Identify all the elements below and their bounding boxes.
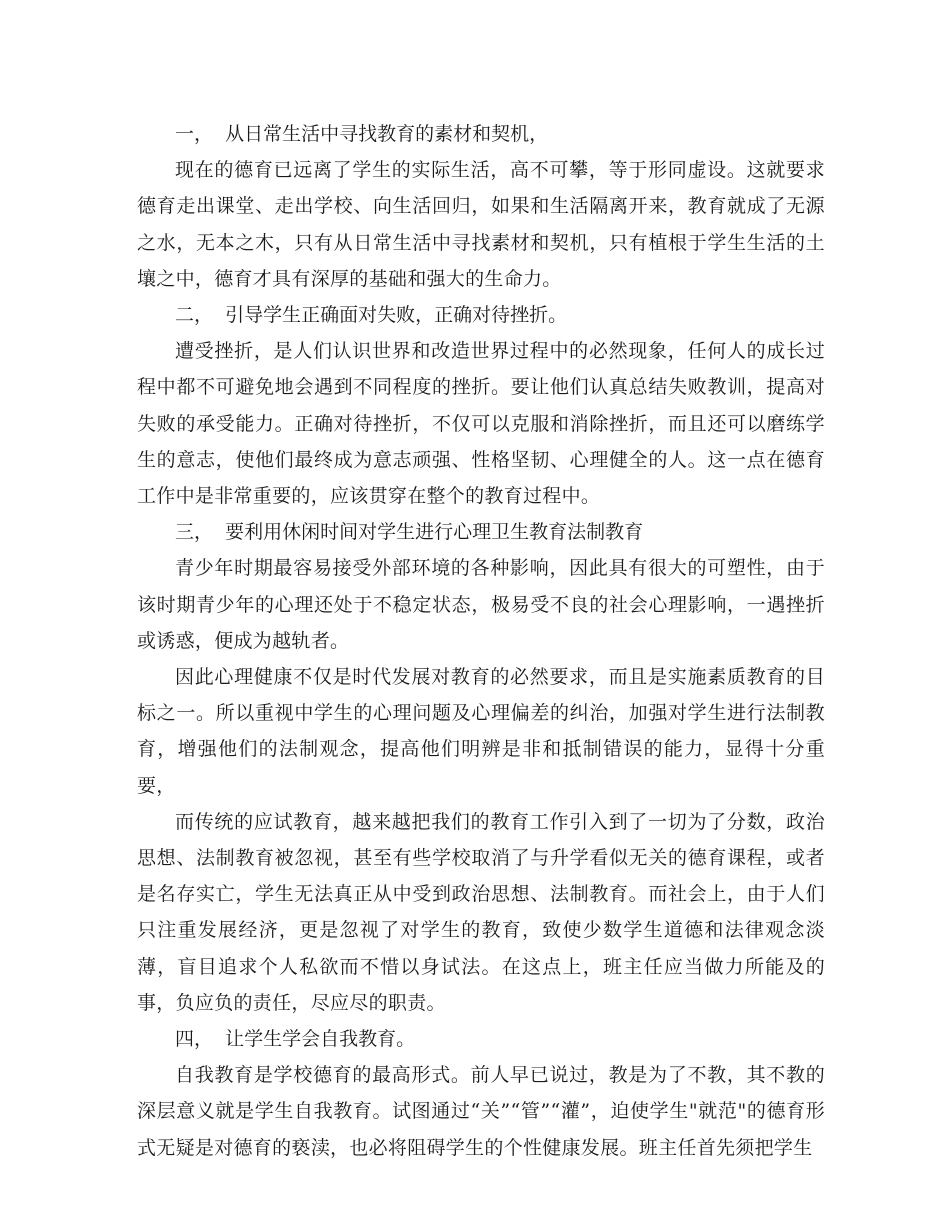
section-heading-3: 三， 要利用休闲时间对学生进行心理卫生教育法制教育 [175,521,644,544]
paragraph: 现在的德育已远离了学生的实际生活，高不可攀，等于形同虚设。这就要求德育走出课堂、走出学校、向生活回归，如果和生活隔离开来，教育就成了无源之水，无本之木，只有从日常生活中寻找素材和契机，只有植根于学生生活的土壤之中，德育才具有深厚的基础和强大的生命力。 [137,159,825,290]
document-body [137,116,825,1166]
paragraph: 遭受挫折，是人们认识世界和改造世界过程中的必然现象，任何人的成长过程中都不可避免地会遇到不同程度的挫折。要让他们认真总结失败教训，提高对失败的承受能力。正确对待挫折，不仅可以克服和消除挫折，而且还可以磨练学生的意志，使他们最终成为意志顽强、性格坚韧、心理健全的人。这一点在德育工作中是非常重要的，应该贯穿在整个的教育过程中。 [137,340,825,508]
section-heading-1: 一， 从日常生活中寻找教育的素材和契机， [175,123,549,145]
paragraph: 自我教育是学校德育的最高形式。前人早已说过，教是为了不教，其不教的深层意义就是学生自我教育。试图通过“关”“管”“灌”，迫使学生"就范"的德育形式无疑是对德育的亵渎，也必将阻碍学生的个性健康发展。班主任首先须把学生 [137,1064,825,1159]
paragraph: 青少年时期最容易接受外部环境的各种影响，因此具有很大的可塑性，由于该时期青少年的心理还处于不稳定状态，极易受不良的社会心理影响，一遇挫折或诱惑，便成为越轨者。 [137,557,825,652]
section-heading-2: 二， 引导学生正确面对失败，正确对待挫折。 [175,304,568,327]
section-heading-4: 四， 让学生学会自我教育。 [175,1028,416,1051]
paragraph: 而传统的应试教育，越来越把我们的教育工作引入到了一切为了分数，政治思想、法制教育被忽视，甚至有些学校取消了与升学看似无关的德育课程，或者是名存实亡，学生无法真正从中受到政治思想、法制教育。而社会上，由于人们只注重发展经济，更是忽视了对学生的教育，致使少数学生道德和法律观念淡薄，盲目追求个人私欲而不惜以身试法。在这点上，班主任应当做力所能及的事，负应负的责任，尽应尽的职责。 [137,810,825,1014]
paragraph: 因此心理健康不仅是时代发展对教育的必然要求，而且是实施素质教育的目标之一。所以重视中学生的心理问题及心理偏差的纠治，加强对学生进行法制教育，增强他们的法制观念，提高他们明辨是非和抵制错误的能力，显得十分重要， [137,666,825,797]
